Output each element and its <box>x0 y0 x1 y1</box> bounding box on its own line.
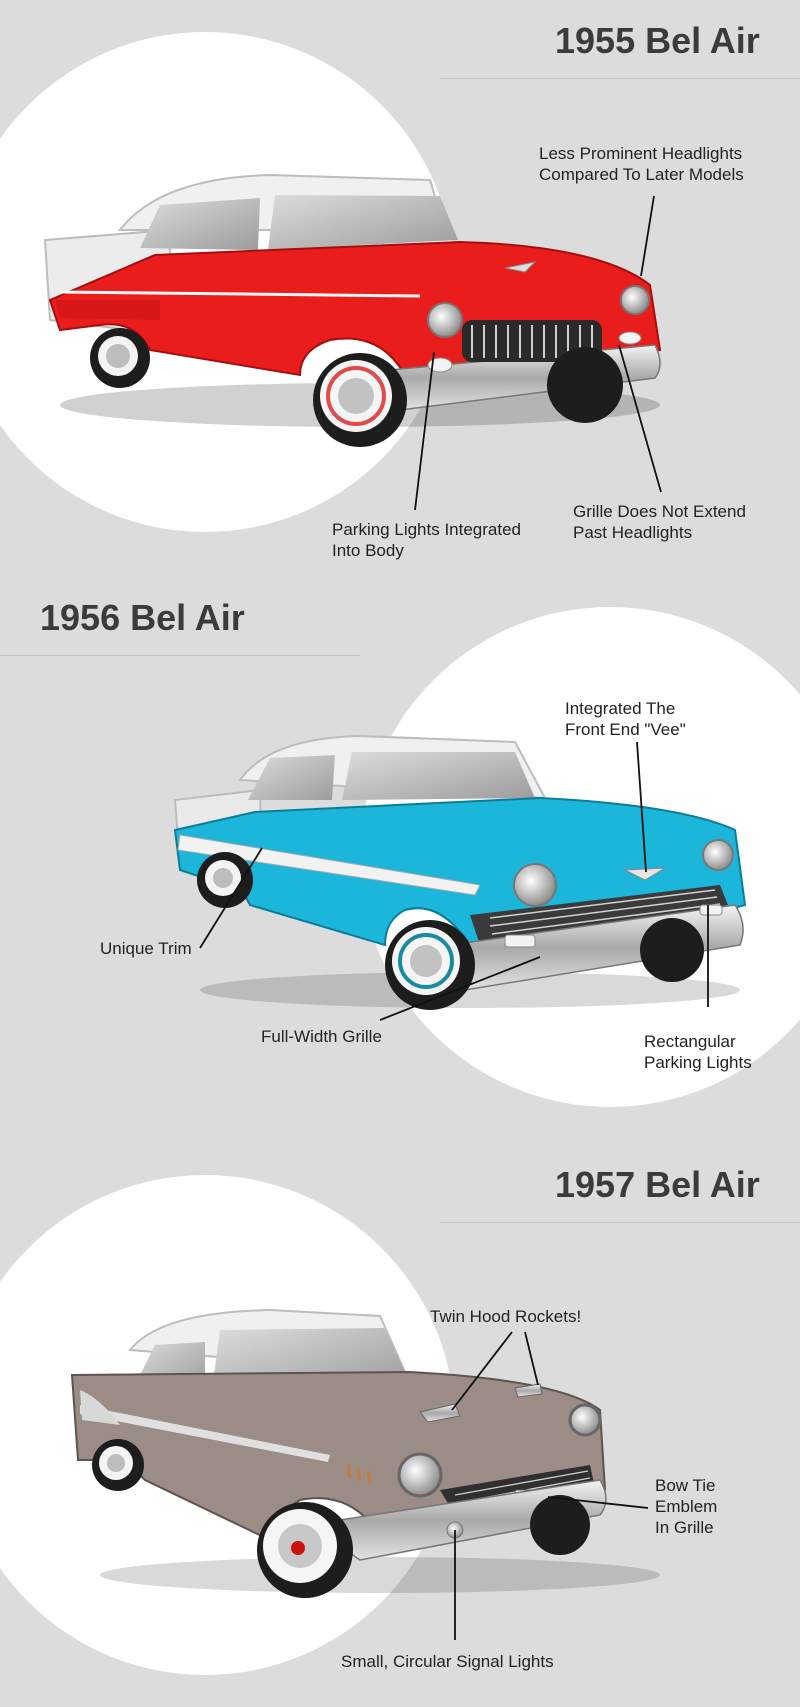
callout-less-prominent-headlights: Less Prominent Headlights Compared To Later Models <box>539 144 744 184</box>
callout-bow-tie-emblem: Bow Tie Emblem In Grille <box>655 1476 718 1537</box>
callout-unique-trim: Unique Trim <box>100 939 192 958</box>
car-1955 <box>45 175 660 447</box>
callout-grille-not-extend: Grille Does Not Extend Past Headlights <box>573 502 746 542</box>
callout-small-circular-signal-lights: Small, Circular Signal Lights <box>341 1652 554 1671</box>
title-1956-bel-air: 1956 Bel Air <box>40 597 245 638</box>
callout-twin-hood-rockets: Twin Hood Rockets! <box>430 1307 582 1326</box>
divider-1957 <box>440 1222 800 1223</box>
callout-integrated-front-end-vee: Integrated The Front End "Vee" <box>565 699 686 739</box>
title-1957-bel-air: 1957 Bel Air <box>555 1164 760 1205</box>
divider-1956 <box>0 655 360 656</box>
divider-1955 <box>440 78 800 79</box>
callout-parking-lights-integrated: Parking Lights Integrated Into Body <box>332 520 522 560</box>
callout-rectangular-parking-lights: Rectangular Parking Lights <box>644 1032 752 1072</box>
callout-full-width-grille: Full-Width Grille <box>261 1027 382 1046</box>
title-1955-bel-air: 1955 Bel Air <box>555 20 760 61</box>
